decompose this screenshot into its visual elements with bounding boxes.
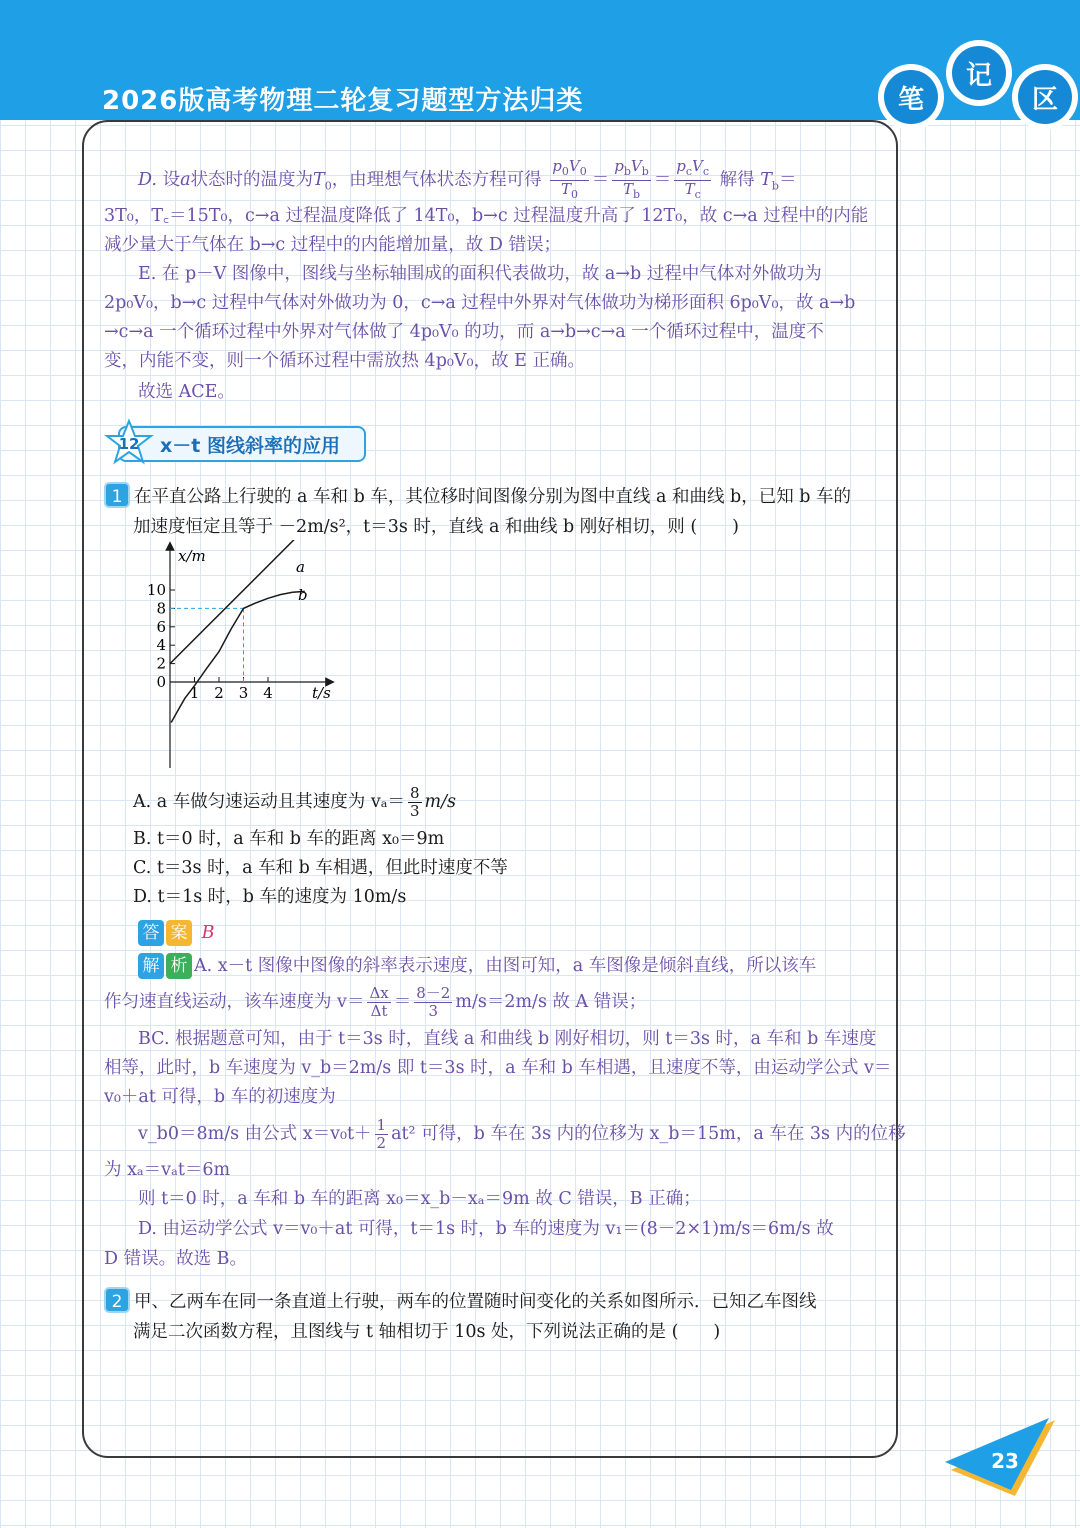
analysis-line5: v₀＋at 可得，b 车的初速度为 bbox=[104, 1087, 336, 1107]
answer-row bbox=[138, 918, 214, 948]
curve-b-label: b bbox=[298, 586, 308, 604]
analysis-d-line1: D. 设a状态时的温度为$T_0$，由理想气体状态方程可得 $\frac{p_0V_0}{T_0}$ ＝ $\frac{p_bV_b}{T_b}$ ＝ $\frac{p_cV_c}{T_c}$ 解得 $T_b=$ bbox=[138, 157, 797, 201]
x-axis-label: t/s bbox=[312, 684, 331, 702]
analysis-line9: D. 由运动学公式 v＝v₀＋at 可得，t＝1s 时，b 车的速度为 v₁＝(8－2×1)m/s＝6m/s 故 bbox=[138, 1219, 834, 1239]
answer-tag-1: 答 bbox=[138, 920, 164, 946]
section-heading bbox=[104, 418, 366, 468]
option-d: D. t＝1s 时，b 车的速度为 10m/s bbox=[133, 887, 407, 907]
question-1-line2: 加速度恒定且等于 －2m/s²，t＝3s 时，直线 a 和曲线 b 刚好相切，则 ( ) bbox=[133, 517, 739, 537]
page-number-badge bbox=[945, 1418, 1057, 1498]
analysis-e-line2: 2p₀V₀，b→c 过程中气体对外做功为 0，c→a 过程中外界对气体做功为梯形面积 6p₀V₀，故 a→b bbox=[104, 293, 856, 313]
analysis-choose: 故选 ACE。 bbox=[138, 382, 235, 402]
question-number: 2 bbox=[104, 1287, 130, 1313]
line-a-label: a bbox=[296, 558, 305, 576]
y-axis-label: x/m bbox=[178, 547, 206, 565]
question-number: 1 bbox=[104, 482, 130, 508]
analysis-line10: D 错误。故选 B。 bbox=[104, 1249, 248, 1269]
analysis-line3: BC. 根据题意可知，由于 t＝3s 时，直线 a 和曲线 b 刚好相切，则 t＝3s 时，a 车和 b 车速度 bbox=[138, 1029, 877, 1049]
analysis-d-line3: 减少量大于气体在 b→c 过程中的内能增加量，故 D 错误； bbox=[104, 235, 561, 255]
analysis-line8: 则 t＝0 时，a 车和 b 车的距离 x₀＝x_b－xₐ＝9m 故 C 错误，B 正确； bbox=[138, 1189, 701, 1209]
analysis-line4: 相等，此时，b 车速度为 v_b＝2m/s 即 t＝3s 时，a 车和 b 车相遇，且速度不等，由运动学公式 v＝ bbox=[104, 1058, 892, 1078]
x-tick-label: 1 bbox=[189, 684, 200, 702]
star-badge-icon bbox=[104, 418, 154, 468]
answer-value: B bbox=[201, 923, 215, 943]
y-tick-label: 10 bbox=[146, 581, 166, 599]
analysis-line2: 作匀速直线运动，该车速度为 v＝ $\frac{\Delta x}{\Delta t}$ ＝ $\frac{8-2}{3}$ m/s＝2m/s 故 A 错误； bbox=[104, 984, 647, 1020]
question-1-line1: 1 在平直公路上行驶的 a 车和 b 车，其位移时间图像分别为图中直线 a 和曲线 b，已知 b 车的 bbox=[104, 482, 851, 512]
page-number: 23 bbox=[991, 1449, 1019, 1473]
y-tick-group bbox=[147, 581, 175, 691]
option-c: C. t＝3s 时，a 车和 b 车相遇，但此时速度不等 bbox=[133, 858, 508, 878]
answer-tag-2: 案 bbox=[166, 920, 192, 946]
section-title: x－t 图线斜率的应用 bbox=[160, 435, 340, 457]
book-title: 2026版高考物理二轮复习题型方法归类 bbox=[102, 86, 584, 116]
analysis-d-line2: 3T₀，T꜀＝15T₀，c→a 过程温度降低了 14T₀，b→c 过程温度升高了 12T₀，故 c→a 过程中的内能 bbox=[104, 206, 869, 226]
y-tick-label: 8 bbox=[156, 599, 166, 618]
y-tick-label: 6 bbox=[156, 617, 166, 636]
analysis-e-line3: →c→a 一个循环过程中外界对气体做了 4p₀V₀ 的功，而 a→b→c→a 一个循环过程中，温度不 bbox=[104, 322, 824, 342]
svg-text:12: 12 bbox=[118, 435, 140, 453]
analysis-tag-1: 解 bbox=[138, 953, 164, 979]
analysis-tag-2: 析 bbox=[166, 953, 192, 979]
analysis-e-line4: 变，内能不变，则一个循环过程中需放热 4p₀V₀，故 E 正确。 bbox=[104, 351, 585, 371]
question-2-line1: 2 甲、乙两车在同一条直道上行驶，两车的位置随时间变化的关系如图所示．已知乙车图线 bbox=[104, 1287, 817, 1317]
analysis-line7: 为 xₐ＝vₐt＝6m bbox=[104, 1160, 231, 1180]
y-tick-label: 4 bbox=[156, 636, 166, 655]
y-tick-label: 2 bbox=[156, 654, 166, 673]
series-curve-b bbox=[171, 591, 305, 722]
y-tick-label: 0 bbox=[156, 673, 166, 691]
note-badge-1: 笔 bbox=[878, 64, 944, 130]
analysis-line6: v_b0＝8m/s 由公式 x＝v₀t＋ $\frac{1}{2}$ at² 可得，b 车在 3s 内的位移为 x_b＝15m，a 车在 3s 内的位移 bbox=[138, 1116, 906, 1152]
note-badge-2: 记 bbox=[946, 40, 1012, 106]
analysis-line1: 解 析 A. x－t 图像中图像的斜率表示速度，由图可知，a 车图像是倾斜直线，所以该车 bbox=[138, 952, 816, 981]
xt-graph bbox=[140, 540, 340, 772]
x-tick-label: 3 bbox=[238, 684, 249, 702]
option-b: B. t＝0 时，a 车和 b 车的距离 x₀＝9m bbox=[133, 829, 445, 849]
analysis-e-line1: E. 在 p－V 图像中，图线与坐标轴围成的面积代表做功，故 a→b 过程中气体对外做功为 bbox=[138, 264, 822, 284]
option-a: A. a 车做匀速运动且其速度为 vₐ＝ $\frac{8}{3}$ m/s bbox=[133, 784, 456, 820]
note-badge-3: 区 bbox=[1012, 64, 1078, 130]
x-tick-group bbox=[190, 677, 273, 702]
question-2-line2: 满足二次函数方程，且图线与 t 轴相切于 10s 处，下列说法正确的是 ( ) bbox=[133, 1322, 721, 1342]
x-tick-label: 2 bbox=[214, 684, 224, 702]
x-tick-label: 4 bbox=[263, 684, 273, 702]
